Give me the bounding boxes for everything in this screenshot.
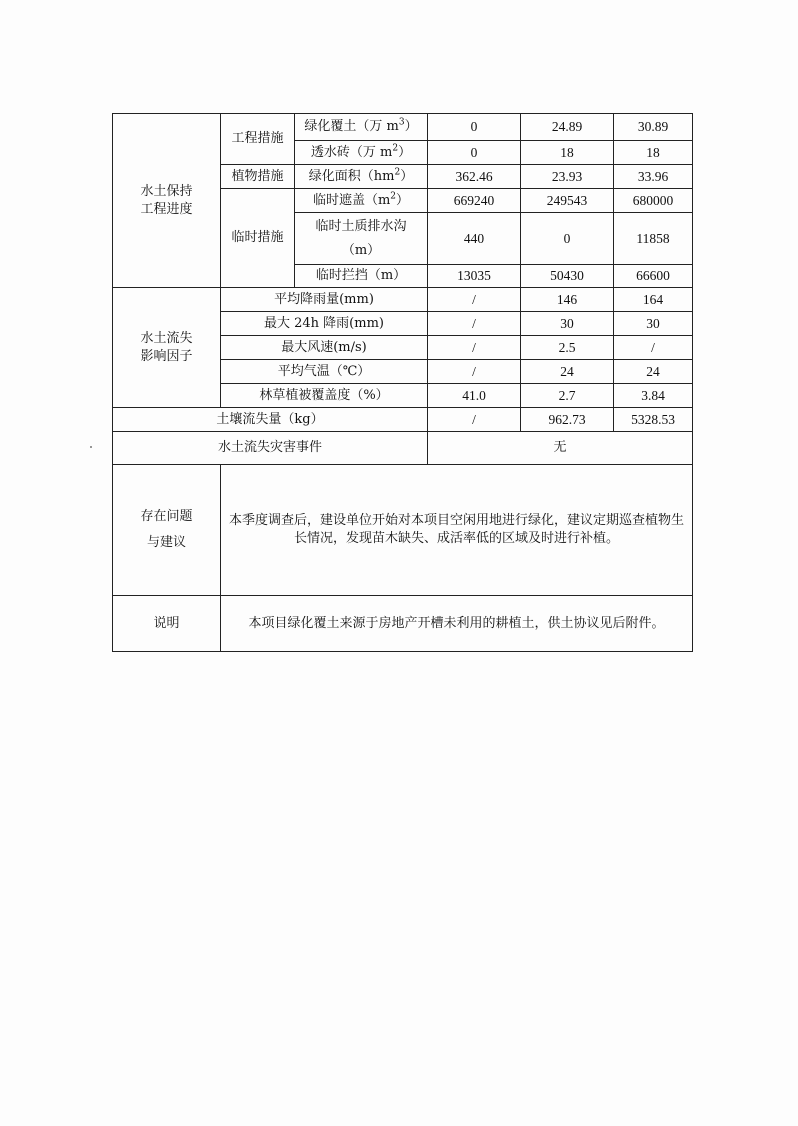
scan-speck xyxy=(90,446,92,448)
value-cell: 5328.53 xyxy=(614,408,693,432)
notes-label: 说明 xyxy=(113,596,221,652)
table-row xyxy=(113,596,693,652)
item-label: 透水砖（万 $m^2$） xyxy=(295,141,428,165)
value-cell: 13035 xyxy=(428,265,521,288)
item-label: 林草植被覆盖度（%） xyxy=(221,384,428,408)
value-cell: 669240 xyxy=(428,189,521,213)
value-cell: 24.89 xyxy=(521,114,614,141)
value-cell: / xyxy=(614,336,693,360)
group-label-engineering: 工程措施 xyxy=(221,114,295,165)
table-row xyxy=(113,465,693,596)
item-label: 绿化覆土（万 $m^3$） xyxy=(295,114,428,141)
value-cell: 249543 xyxy=(521,189,614,213)
issues-label: 存在问题 与建议 xyxy=(113,465,221,596)
value-cell: 24 xyxy=(614,360,693,384)
section-label-factors: 水土流失 影响因子 xyxy=(113,288,221,408)
value-cell: 0 xyxy=(521,213,614,265)
value-cell: / xyxy=(428,336,521,360)
value-cell: 2.7 xyxy=(521,384,614,408)
issues-text: 本季度调查后，建设单位开始对本项目空闲用地进行绿化，建议定期巡查植物生长情况，发现苗木缺失、成活率低的区域及时进行补植。 xyxy=(221,465,693,596)
value-cell: 18 xyxy=(614,141,693,165)
value-cell: 2.5 xyxy=(521,336,614,360)
value-cell: 50430 xyxy=(521,265,614,288)
value-cell: 18 xyxy=(521,141,614,165)
value-cell: 11858 xyxy=(614,213,693,265)
table-row xyxy=(113,432,693,465)
item-label: 最大风速(m/s) xyxy=(221,336,428,360)
value-cell: / xyxy=(428,408,521,432)
value-cell: 30.89 xyxy=(614,114,693,141)
disaster-label: 水土流失灾害事件 xyxy=(113,432,428,465)
value-cell: 680000 xyxy=(614,189,693,213)
section-label-progress: 水土保持 工程进度 xyxy=(113,114,221,288)
value-cell: 164 xyxy=(614,288,693,312)
value-cell: / xyxy=(428,312,521,336)
table-row xyxy=(113,114,693,141)
item-label: 平均降雨量(mm) xyxy=(221,288,428,312)
value-cell: 146 xyxy=(521,288,614,312)
value-cell: 30 xyxy=(521,312,614,336)
item-label: 平均气温（℃） xyxy=(221,360,428,384)
soil-loss-label: 土壤流失量（kg） xyxy=(113,408,428,432)
item-label: 临时土质排水沟 （m） xyxy=(295,213,428,265)
item-label: 临时遮盖$(m^2)$ xyxy=(295,189,428,213)
soil-conservation-table xyxy=(112,113,693,652)
table-row xyxy=(113,408,693,432)
value-cell: / xyxy=(428,360,521,384)
group-label-plant: 植物措施 xyxy=(221,165,295,189)
group-label-temporary: 临时措施 xyxy=(221,189,295,288)
value-cell: 3.84 xyxy=(614,384,693,408)
value-cell: 66600 xyxy=(614,265,693,288)
value-cell: 30 xyxy=(614,312,693,336)
value-cell: / xyxy=(428,288,521,312)
notes-text: 本项目绿化覆土来源于房地产开槽未利用的耕植土，供土协议见后附件。 xyxy=(221,596,693,652)
value-cell: 440 xyxy=(428,213,521,265)
value-cell: 41.0 xyxy=(428,384,521,408)
item-label: 最大 24h 降雨(mm) xyxy=(221,312,428,336)
value-cell: 362.46 xyxy=(428,165,521,189)
item-label: 绿化面积$(hm^2)$ xyxy=(295,165,428,189)
value-cell: 24 xyxy=(521,360,614,384)
value-cell: 0 xyxy=(428,141,521,165)
item-label: 临时拦挡（m） xyxy=(295,265,428,288)
value-cell: 23.93 xyxy=(521,165,614,189)
table-row xyxy=(113,288,693,312)
value-cell: 0 xyxy=(428,114,521,141)
disaster-value: 无 xyxy=(428,432,693,465)
value-cell: 33.96 xyxy=(614,165,693,189)
value-cell: 962.73 xyxy=(521,408,614,432)
